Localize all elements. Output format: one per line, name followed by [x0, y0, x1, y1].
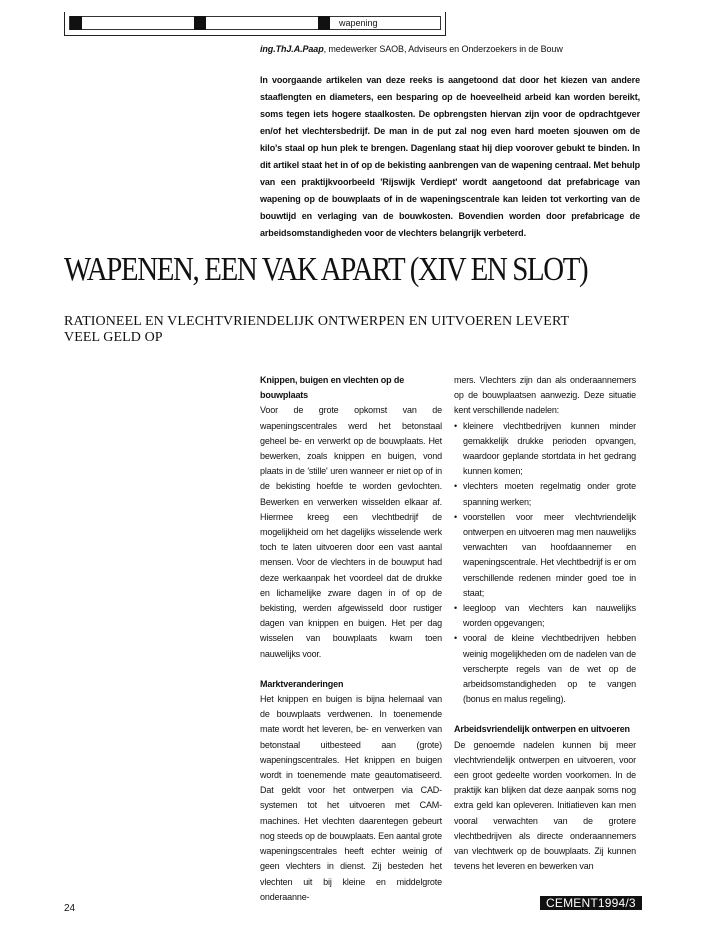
list-item: • vooral de kleine vlechtbedrijven hebben weinig mogelijkheden om de nadelen van de verscherpte regels van de wet op de arbeidsomstandigheden op te vangen (bonus en malus regeling).: [454, 631, 636, 707]
page-number: 24: [64, 903, 76, 914]
article-subtitle: RATIONEEL EN VLECHTVRIENDELIJK ONTWERPEN EN UITVOEREN LEVERT VEEL GELD OP: [64, 314, 569, 345]
body-paragraph: mers. Vlechters zijn dan als onderaannemers op de bouwplaatsen aanwezig. Deze situatie kent verschillende nadelen:: [454, 375, 636, 416]
list-item: • vlechters moeten regelmatig onder grote spanning werken;: [454, 479, 636, 509]
article-title: WAPENEN, EEN VAK APART (XIV EN SLOT): [64, 251, 588, 288]
header-bar: [64, 12, 446, 36]
author-line: [260, 44, 563, 54]
bullet-list: [454, 419, 636, 708]
list-item: • leegloop van vlechters kan nauwelijks worden opgevangen;: [454, 601, 636, 631]
list-item: • kleinere vlechtbedrijven kunnen minder gemakkelijk drukke perioden opvangen, waardoor geplande stortdata in het gedrang kunnen komen;: [454, 419, 636, 480]
section-label: wapening: [339, 18, 378, 28]
author-affiliation: , medewerker SAOB, Adviseurs en Onderzoekers in de Bouw: [323, 44, 563, 54]
header-block: [318, 16, 330, 30]
section-heading: Knippen, buigen en vlechten op de bouwplaats: [260, 375, 405, 401]
header-rule: [69, 16, 441, 30]
right-column: [454, 373, 636, 875]
header-block: [194, 16, 206, 30]
author-name: ing.ThJ.A.Paap: [260, 44, 324, 54]
list-item: • voorstellen voor meer vlechtvriendelijk ontwerpen en uitvoeren mag men nauwelijks verwachten van hoofdaannemer en wapeningscentrale. Het vlechtbedrijf is er om verschillende redenen minder goed toe in staat;: [454, 510, 636, 601]
body-paragraph: Het knippen en buigen is bijna helemaal van de bouwplaats verdwenen. In toenemende mate wordt het leveren, be- en verwerken van betonstaal uitbesteed aan (grote) wapeningscentrales. Het knippen en buigen wordt in toenemende mate geautomatiseerd. Dat geldt voor het ontwerpen via CAD-systemen tot het uitvoeren met CAM-machines. Het vlechten daarentegen gebeurt nog steeds op de bouwplaats. Een aantal grote wapeningscentrales heeft echter weinig of geen vlechters in dienst. Zij besteden het vlechten uit bij kleine en middelgrote onderaanne-: [260, 694, 442, 902]
left-column: [260, 373, 442, 905]
journal-badge: CEMENT1994/3: [540, 896, 642, 910]
intro-paragraph: In voorgaande artikelen van deze reeks is aangetoond dat door het kiezen van andere staaflengten en diameters, een besparing op de hoeveelheid arbeid kan worden bereikt, soms tegen iets hogere staalkosten. De opbrengsten hiervan zijn voor de opdrachtgever en/of het vlechtersbedrijf. De man in de put zal nog even hard moeten sjouwen om de kilo's staal op hun plek te brengen. Dagenlang staat hij diep voorover gebukt te binden. In dit artikel staat het in of op de bekisting aanbrengen van de wapening centraal. Met behulp van een praktijkvoorbeeld 'Rijswijk Verdiept' wordt aangetoond dat prefabricage van wapening op de bouwplaats of in de wapeningscentrale kan leiden tot verkorting van de bouwtijd en verlaging van de bouwkosten. Bovendien worden door prefabricage de arbeidsomstandigheden voor de vlechters belangrijk verbeterd.: [260, 75, 640, 238]
header-block: [70, 16, 82, 30]
section-heading: Marktveranderingen: [260, 678, 344, 689]
section-heading: Arbeidsvriendelijk ontwerpen en uitvoeren: [454, 724, 630, 735]
body-paragraph: Voor de grote opkomst van de wapeningscentrales werd het betonstaal geheel be- en verwerkt op de bouwplaats. Het bewerken, zoals knippen en buigen, vond plaats in de 'stille' uren wanneer er niet op of in de bekisting hoefde te worden gevlochten. Bewerken en verwerken wisselden elkaar af. Hiermee kreeg een vlechtbedrijf de mogelijkheid om het dagelijks wisselende werk toch te laten uitvoeren door een vast aantal mensen. Voor de vlechters in de bouwput had deze werkaanpak het voordeel dat de drukke en lichamelijke zware dagen in of op de bekisting, werden afgewisseld door rustiger dagen van knippen en buigen. Het per dag wisselen van bouwplaats kwam toen nauwelijks voor.: [260, 405, 442, 659]
body-paragraph: De genoemde nadelen kunnen bij meer vlechtvriendelijk ontwerpen en uitvoeren, voor een groot gedeelte worden voorkomen. In de praktijk kan blijken dat deze aanpak soms nog extra geld kan opleveren. Initiatieven kan men vooral verwachten van de grotere vlechtbedrijven als directe onderaannemers van vlechtwerk op de bouwplaats. Zij kunnen tevens het leveren en bewerken van: [454, 739, 636, 872]
